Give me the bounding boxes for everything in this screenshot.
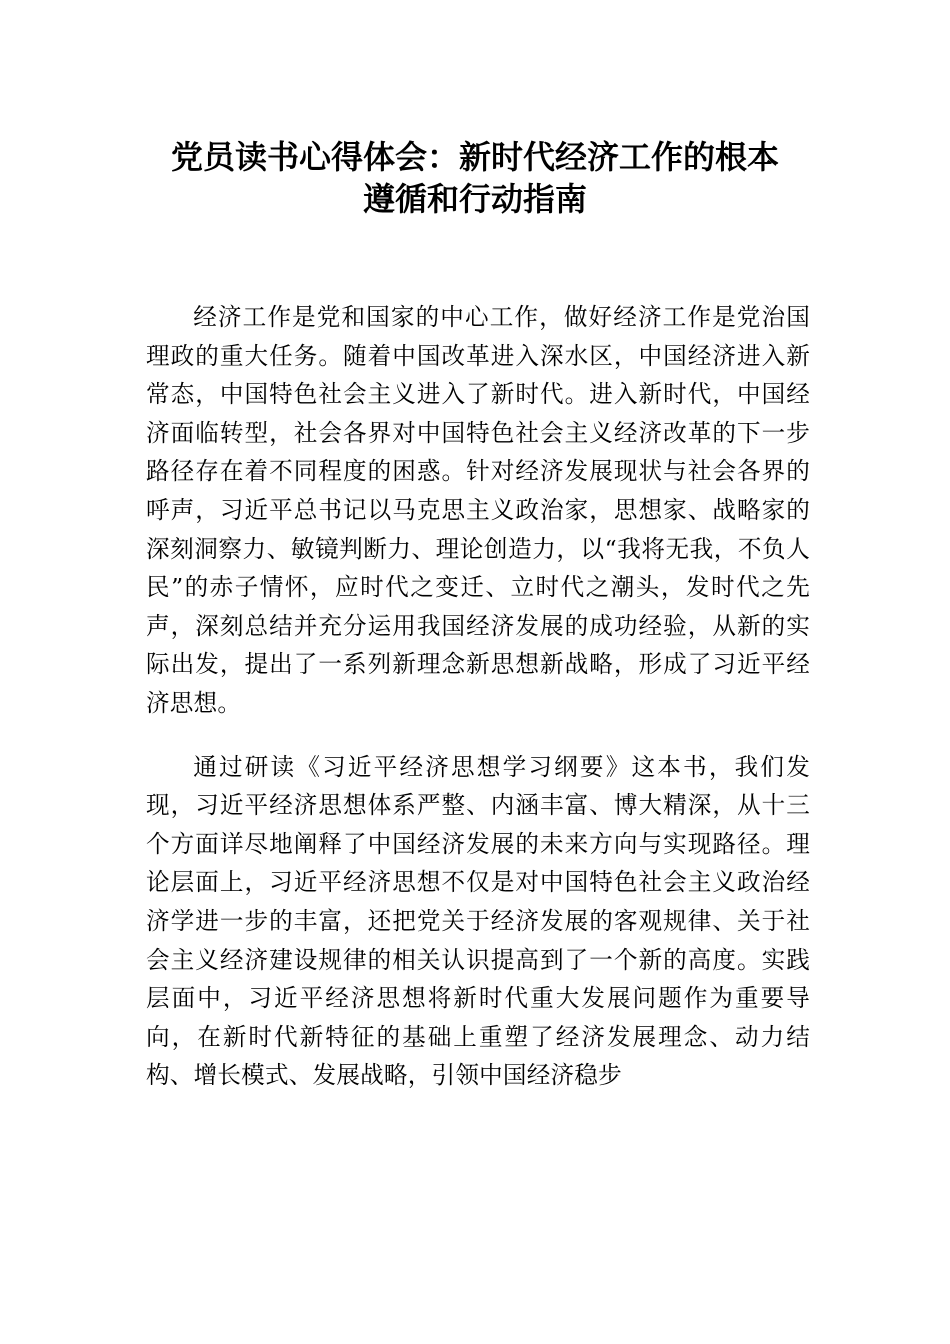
title-line-2: 遵循和行动指南: [362, 180, 587, 218]
document-title: [130, 136, 820, 220]
document-body: [146, 298, 810, 1120]
title-line-1: 党员读书心得体会：新时代经济工作的根本: [170, 138, 779, 176]
paragraph-1: 经济工作是党和国家的中心工作，做好经济工作是党治国理政的重大任务。随着中国改革进入深水区，中国经济进入新常态，中国特色社会主义进入了新时代。进入新时代，中国经济面临转型，社会各界对中国特色社会主义经济改革的下一步路径存在着不同程度的困惑。针对经济发展现状与社会各界的呼声，习近平总书记以马克思主义政治家，思想家、战略家的深刻洞察力、敏镜判断力、理论创造力，以“我将无我，不负人民”的赤子情怀，应时代之变迁、立时代之潮头，发时代之先声，深刻总结并充分运用我国经济发展的成功经验，从新的实际出发，提出了一系列新理念新思想新战略，形成了习近平经济思想。: [146, 303, 810, 717]
paragraph-2: 通过研读《习近平经济思想学习纲要》这本书，我们发现，习近平经济思想体系严整、内涵丰富、博大精深，从十三个方面详尽地阐释了中国经济发展的未来方向与实现路径。理论层面上，习近平经济思想不仅是对中国特色社会主义政治经济学进一步的丰富，还把党关于经济发展的客观规律、关于社会主义经济建设规律的相关认识提高到了一个新的高度。实践层面中，习近平经济思想将新时代重大发展问题作为重要导向，在新时代新特征的基础上重塑了经济发展理念、动力结构、增长模式、发展战略，引领中国经济稳步: [146, 752, 810, 1090]
